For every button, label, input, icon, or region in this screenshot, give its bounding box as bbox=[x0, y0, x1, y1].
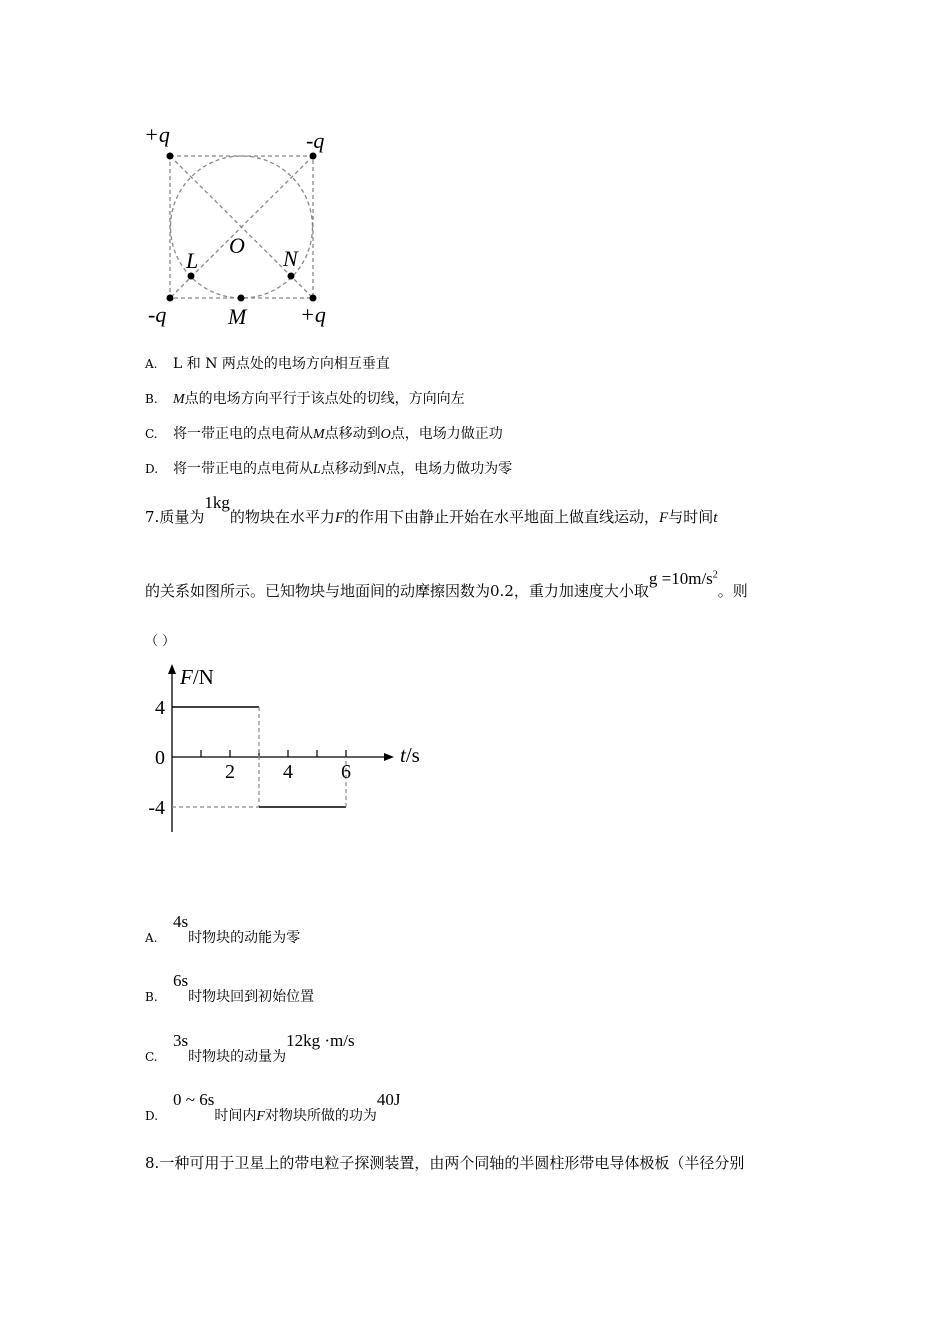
option-text-post: 点，电场力做功为零 bbox=[386, 461, 513, 477]
x-tick-label: 6 bbox=[341, 761, 351, 783]
point-l-dot bbox=[188, 273, 195, 280]
option-value: 0 ~ 6s bbox=[173, 1090, 215, 1109]
q7-option-a bbox=[145, 912, 301, 946]
label-top-left: +q bbox=[144, 122, 170, 147]
force-var: F bbox=[256, 1109, 265, 1124]
y-tick-label: -4 bbox=[148, 797, 165, 819]
answer-bracket: （ ） bbox=[145, 634, 176, 649]
option-var-2: O bbox=[380, 427, 391, 442]
label-top-right: -q bbox=[306, 128, 325, 153]
stem-text: 。则 bbox=[717, 582, 748, 600]
option-value: 6s bbox=[173, 971, 189, 990]
option-text-pre: 将一带正电的点电荷从 bbox=[173, 461, 313, 477]
q8-stem bbox=[145, 1152, 744, 1173]
label-center-o: O bbox=[229, 233, 245, 258]
y-tick-label: 0 bbox=[155, 747, 165, 769]
q7-option-c bbox=[145, 1031, 355, 1065]
option-text: 点的电场方向平行于该点处的切线，方向向左 bbox=[184, 391, 465, 407]
q7-option-d bbox=[145, 1090, 401, 1124]
charge-dot-top-right bbox=[310, 153, 317, 160]
stem-text: 质量为 bbox=[159, 508, 205, 526]
option-letter: A. bbox=[145, 931, 158, 945]
y-axis-label: F/N bbox=[180, 665, 214, 689]
stem-text: 的物块在水平力 bbox=[229, 508, 335, 526]
option-letter: D. bbox=[145, 462, 159, 476]
q6-option-d bbox=[145, 458, 512, 478]
option-var-1: L bbox=[313, 462, 321, 477]
gravity-sup: 2 bbox=[712, 569, 718, 581]
option-value-2: 40J bbox=[376, 1090, 401, 1109]
q7-stem-line2 bbox=[145, 569, 748, 601]
option-letter: C. bbox=[145, 427, 158, 441]
option-var-1: M bbox=[313, 427, 325, 442]
option-text bbox=[214, 1108, 377, 1124]
option-letter: B. bbox=[145, 392, 158, 406]
option-letter: D. bbox=[145, 1109, 159, 1123]
label-point-n: N bbox=[283, 246, 298, 271]
x-axis-arrow bbox=[384, 753, 394, 761]
stem-text: 一种可用于卫星上的带电粒子探测装置，由两个同轴的半圆柱形带电导体极板（半径分别 bbox=[159, 1154, 745, 1172]
option-text: 时物块的动能为零 bbox=[188, 930, 301, 946]
option-text-pre: 将一带正电的点电荷从 bbox=[173, 426, 313, 442]
gravity-eq: g =10m/s bbox=[648, 569, 713, 588]
charge-dot-top-left bbox=[167, 153, 174, 160]
y-tick-label: 4 bbox=[155, 697, 165, 719]
stem-text: 与时间 bbox=[668, 508, 714, 526]
q6-option-b bbox=[145, 388, 465, 408]
stem-text: 的关系如图所示。已知物块与地面间的动摩擦因数为 bbox=[145, 582, 491, 600]
label-bottom-right: +q bbox=[300, 302, 326, 327]
x-tick-label: 4 bbox=[283, 761, 293, 783]
charge-square-figure bbox=[130, 118, 350, 333]
point-n-dot bbox=[288, 273, 295, 280]
force-var: F bbox=[659, 510, 669, 526]
time-var: t bbox=[713, 510, 718, 526]
charge-dot-bottom-left bbox=[167, 295, 174, 302]
label-bottom-left: -q bbox=[148, 302, 167, 327]
option-text-a: 时间内 bbox=[214, 1108, 257, 1124]
stem-text: 的作用下由静止开始在水平地面上做直线运动， bbox=[344, 508, 660, 526]
stem-text: ，重力加速度大小取 bbox=[513, 582, 649, 600]
label-point-l: L bbox=[186, 248, 199, 273]
option-text-post: 点，电场力做正功 bbox=[390, 426, 503, 442]
friction-coefficient: 0.2 bbox=[490, 582, 514, 600]
option-var: M bbox=[173, 392, 185, 407]
question-number: 7. bbox=[145, 508, 160, 526]
charge-dot-bottom-right bbox=[310, 295, 317, 302]
question-number: 8. bbox=[145, 1154, 160, 1172]
label-point-m: M bbox=[228, 304, 247, 329]
x-tick-label: 2 bbox=[225, 761, 235, 783]
option-var-2: N bbox=[376, 462, 387, 477]
gravity-value bbox=[649, 569, 718, 588]
option-letter: C. bbox=[145, 1050, 158, 1064]
y-axis-arrow bbox=[168, 664, 176, 674]
option-letter: A. bbox=[145, 357, 158, 371]
mass-value: 1kg bbox=[204, 493, 230, 512]
q7-stem-line1 bbox=[145, 493, 718, 527]
point-m-dot bbox=[238, 295, 245, 302]
q7-option-b bbox=[145, 971, 315, 1005]
option-text: 时物块的动量为 bbox=[188, 1049, 287, 1065]
option-value-2: 12kg ·m/s bbox=[286, 1031, 355, 1050]
option-value: 4s bbox=[173, 912, 189, 931]
option-text-mid: 点移动到 bbox=[320, 461, 377, 477]
option-text: L 和 N 两点处的电场方向相互垂直 bbox=[173, 356, 390, 372]
q6-option-a bbox=[145, 353, 390, 373]
option-text-mid: 点移动到 bbox=[324, 426, 381, 442]
q6-option-c bbox=[145, 423, 503, 443]
option-letter: B. bbox=[145, 990, 158, 1004]
option-text-b: 对物块所做的功为 bbox=[264, 1108, 377, 1124]
force-var: F bbox=[334, 510, 345, 526]
x-axis-label: t/s bbox=[400, 743, 420, 767]
option-text: 时物块回到初始位置 bbox=[188, 989, 315, 1005]
option-value: 3s bbox=[173, 1031, 189, 1050]
force-time-chart bbox=[140, 660, 440, 840]
